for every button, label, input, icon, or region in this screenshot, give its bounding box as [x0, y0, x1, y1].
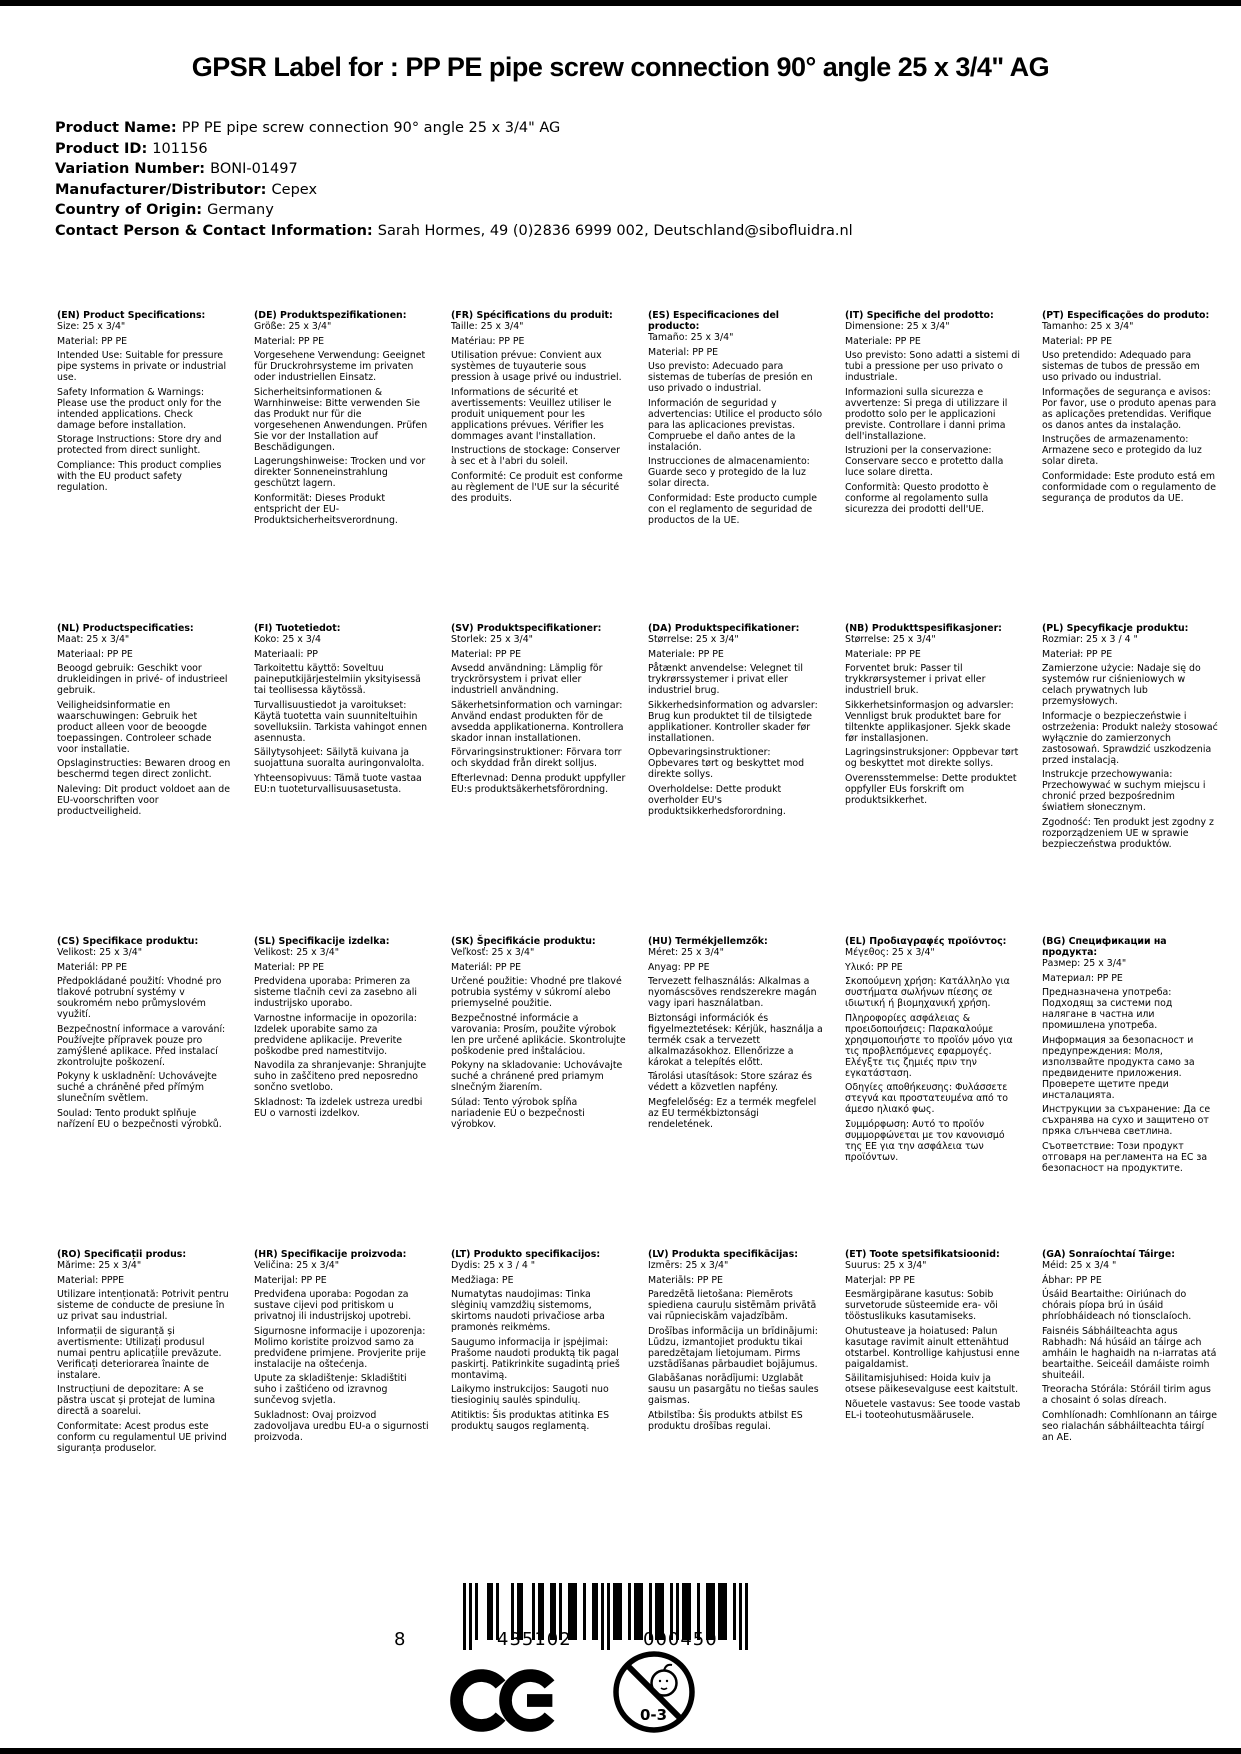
product-info-row — [55, 200, 853, 221]
spec-block-header: (FI) Tuotetiedot: — [254, 623, 341, 634]
spec-paragraph: Avsedd användning: Lämplig för tryckrörsystem i privat eller industriell användning. — [451, 663, 603, 696]
spec-block-sk — [451, 929, 648, 1242]
spec-paragraph: Upute za skladištenje: Skladištiti suho i zaštićeno od izravnog sunčevog svjetla. — [254, 1373, 407, 1406]
spec-paragraph: Forventet bruk: Passer til trykkrørsystemer i privat eller industriell bruk. — [845, 663, 986, 696]
spec-block-header: (IT) Specifiche del prodotto: — [845, 310, 994, 321]
spec-paragraph: Conformité: Ce produit est conforme au règlement de l'UE sur la sécurité des produits. — [451, 470, 623, 504]
spec-paragraph: Säkerhetsinformation och varningar: Använd endast produkten för de avsedda applikationerna. Kontrollera skador innan installationen. — [451, 699, 624, 744]
page-edge-top — [0, 0, 1241, 6]
spec-block-en — [57, 303, 254, 616]
spec-paragraph: Mărime: 25 x 3/4" — [57, 1260, 142, 1271]
barcode-digit-group: 8 — [394, 1629, 407, 1650]
spec-paragraph: Informazioni sulla sicurezza e avvertenze: Si prega di utilizzare il prodotto solo per le applicazioni previste. Controllare i danni prima dell'installazione. — [845, 386, 1008, 442]
ce-mark-icon — [450, 1668, 562, 1733]
spec-paragraph: Størrelse: 25 x 3/4" — [648, 634, 739, 645]
product-info-field-label: Product ID: — [55, 140, 153, 157]
spec-block-es — [648, 303, 845, 616]
spec-paragraph: Saugumo informacija ir įspėjimai: Prašome naudoti produktą tik pagal paskirtį. Patikrinkite sugadintą prieš montavimą. — [451, 1336, 620, 1381]
spec-paragraph: Tarkoitettu käyttö: Soveltuu paineputkijärjestelmiin yksityisessä tai teollisessa käytössä. — [254, 663, 421, 696]
spec-block-lv — [648, 1242, 845, 1555]
product-info-field-value: Cepex — [271, 181, 318, 198]
spec-paragraph: Yhteensopivuus: Tämä tuote vastaa EU:n tuoteturvallisuusasetusta. — [254, 772, 422, 795]
spec-block-header: (ES) Especificaciones del producto: — [648, 310, 780, 332]
spec-block-fr — [451, 303, 648, 616]
product-info-field-value: Germany — [207, 202, 274, 218]
page-title: GPSR Label for : PP PE pipe screw connection 90° angle 25 x 3/4" AG — [191, 52, 1050, 82]
spec-paragraph: Instrucțiuni de depozitare: A se păstra uscat și protejat de lumina directă a soarelui. — [57, 1384, 216, 1417]
spec-paragraph: Súlad: Tento výrobok spĺňa nariadenie EÚ o bezpečnosti výrobkov. — [451, 1096, 585, 1130]
spec-paragraph: Tamanho: 25 x 3/4" — [1042, 321, 1134, 332]
product-info-field-label: Contact Person & Contact Information: — [55, 222, 378, 239]
spec-paragraph: Materiał: PP PE — [1042, 648, 1113, 660]
spec-paragraph: Инструкции за съхранение: Да се съхранява на сухо и защитено от пряка слънчева светлина. — [1042, 1104, 1211, 1137]
spec-paragraph: Comhlíonadh: Comhlíonann an táirge seo rialachán sábháilteachta táirgí an AE. — [1042, 1409, 1217, 1443]
spec-block-bg — [1042, 929, 1239, 1242]
spec-paragraph: Instructions de stockage: Conserver à sec et à l'abri du soleil. — [451, 445, 620, 467]
spec-paragraph: Størrelse: 25 x 3/4" — [845, 634, 936, 645]
spec-paragraph: Förvaringsinstruktioner: Förvara torr och skyddad från direkt solljus. — [451, 747, 622, 769]
spec-paragraph: Materjal: PP PE — [845, 1274, 916, 1286]
spec-block-pl — [1042, 616, 1239, 929]
spec-block-cs — [57, 929, 254, 1242]
spec-block-sl — [254, 929, 451, 1242]
spec-paragraph: Nõuetele vastavus: See toode vastab EL-i tooteohutusmäärusele. — [845, 1398, 1021, 1421]
spec-paragraph: Съответствие: Този продукт отговаря на регламента на ЕС за безопасност на продуктите. — [1042, 1140, 1208, 1174]
spec-paragraph: Zamierzone użycie: Nadaje się do systemów rur ciśnieniowych w celach prywatnych lub przemysłowych. — [1042, 663, 1201, 707]
spec-paragraph: Glabāšanas norādījumi: Uzglabāt sausu un pasargātu no tiešas saules gaismas. — [648, 1373, 819, 1406]
spec-paragraph: Συμμόρφωση: Αυτό το προϊόν συμμορφώνεται με τον κανονισμό της ΕΕ για την ασφάλεια των προϊόντων. — [845, 1118, 1005, 1163]
spec-paragraph: Размер: 25 x 3/4" — [1042, 958, 1127, 969]
product-info-field-value: BONI-01497 — [210, 161, 298, 177]
spec-paragraph: Veiligheidsinformatie en waarschuwingen: Gebruik het product alleen voor de beoogde toepassingen. Controleer schade voor installatie. — [57, 699, 212, 755]
age-warning-0-3-icon — [612, 1650, 696, 1734]
spec-paragraph: Velikost: 25 x 3/4" — [57, 947, 143, 958]
age-restriction-label: 0-3 — [640, 1706, 668, 1724]
spec-block-nb — [845, 616, 1042, 929]
spec-paragraph: Materiale: PP PE — [845, 648, 921, 660]
spec-paragraph: Uso previsto: Adecuado para sistemas de tuberías de presión en uso privado o industrial. — [648, 361, 813, 394]
spec-block-header: (DE) Produktspezifikationen: — [254, 310, 407, 321]
spec-paragraph: Lagerungshinweise: Trocken und vor direkter Sonneneinstrahlung geschützt lagern. — [254, 456, 426, 489]
spec-block-et — [845, 1242, 1042, 1555]
spec-paragraph: Πληροφορίες ασφάλειας & προειδοποιήσεις: Παρακαλούμε χρησιμοποιήστε το προϊόν μόνο για τις προβλεπόμενες εφαρμογές. Ελέγξτε τις ζημιές πριν την εγκατάσταση. — [845, 1012, 1013, 1079]
product-info-row — [55, 118, 853, 139]
spec-paragraph: Koko: 25 x 3/4 — [254, 634, 321, 645]
spec-paragraph: Материал: PP PE — [1042, 972, 1123, 984]
product-info-row — [55, 221, 853, 242]
spec-paragraph: Οδηγίες αποθήκευσης: Φυλάσσετε στεγνά και προστατευμένα από το άμεσο ηλιακό φως. — [845, 1082, 1009, 1115]
product-info-field-value: 101156 — [152, 140, 208, 157]
spec-paragraph: Materiāls: PP PE — [648, 1274, 723, 1286]
spec-grid — [57, 303, 1239, 1555]
spec-paragraph: Pokyny k uskladnění: Uchovávejte suché a chráněné před přímým slunečním světlem. — [57, 1071, 217, 1104]
spec-paragraph: Materiaal: PP PE — [57, 648, 133, 660]
spec-paragraph: Rozmiar: 25 x 3 / 4 " — [1042, 634, 1138, 645]
product-info-row — [55, 159, 853, 180]
spec-paragraph: Opslaginstructies: Bewaren droog en beschermd tegen direct zonlicht. — [57, 758, 231, 780]
spec-paragraph: Numatytas naudojimas: Tinka slėginių vamzdžių sistemoms, skirtoms naudoti privačiose arba pramonės reikmėms. — [451, 1289, 605, 1333]
spec-paragraph: Material: PP PE — [451, 648, 522, 660]
spec-paragraph: Size: 25 x 3/4" — [57, 321, 126, 332]
product-info — [55, 118, 853, 241]
spec-paragraph: Sikkerhetsinformasjon og advarsler: Vennligst bruk produktet bare for tiltenkte applikasjoner. Sjekk skade før installasjonen. — [845, 699, 1014, 744]
spec-paragraph: Predvidena uporaba: Primeren za sisteme tlačnih cevi za zasebno ali industrijsko uporabo. — [254, 976, 417, 1009]
spec-paragraph: Méid: 25 x 3/4 " — [1042, 1260, 1117, 1271]
spec-paragraph: Soulad: Tento produkt splňuje nařízení EU o bezpečnosti výrobků. — [57, 1107, 222, 1130]
spec-paragraph: Drošības informācija un brīdinājumi: Lūdzu, izmantojiet produktu tikai paredzētajam lietojumam. Pirms uzstādīšanas pārbaudiet bojājumus. — [648, 1325, 818, 1370]
spec-paragraph: Overholdelse: Dette produkt overholder EU's produktsikkerhedsforordning. — [648, 783, 786, 817]
spec-paragraph: Atitiktis: Šis produktas atitinka ES produktų saugos reglamentą. — [451, 1409, 610, 1432]
spec-paragraph: Conformidad: Este producto cumple con el reglamento de seguridad de productos de la UE. — [648, 492, 818, 526]
spec-paragraph: Efterlevnad: Denna produkt uppfyller EU:s produktsäkerhetsförordning. — [451, 772, 626, 795]
page-edge-bottom — [0, 1748, 1241, 1754]
spec-paragraph: Treoracha Stórála: Stóráil tirim agus a chosaint ó solas díreach. — [1042, 1384, 1211, 1406]
spec-paragraph: Material: PP PE — [254, 961, 325, 973]
spec-paragraph: Úsáid Beartaithe: Oiriúnach do chórais píopa brú in úsáid phríobháideach nó tionsclaíoch. — [1042, 1289, 1192, 1322]
spec-paragraph: Zgodność: Ten produkt jest zgodny z rozporządzeniem UE w sprawie bezpieczeństwa produktów. — [1042, 816, 1214, 850]
spec-paragraph: Storlek: 25 x 3/4" — [451, 634, 533, 645]
spec-block-el — [845, 929, 1042, 1242]
spec-paragraph: Veľkosť: 25 x 3/4" — [451, 947, 535, 958]
spec-paragraph: Utilizare intenționată: Potrivit pentru sisteme de conducte de presiune în uz privat sau industrial. — [57, 1289, 229, 1322]
spec-paragraph: Sikkerhedsinformation og advarsler: Brug kun produktet til de tilsigtede applikationer. Kontroller skader før installationen. — [648, 699, 818, 744]
spec-block-lt — [451, 1242, 648, 1555]
spec-block-header: (HU) Termékjellemzők: — [648, 936, 768, 947]
spec-block-de — [254, 303, 451, 616]
spec-paragraph: Информация за безопасност и предупреждения: Моля, използвайте продукта само за предвидените приложения. Проверете щетите преди инсталацията. — [1042, 1034, 1195, 1101]
spec-block-it — [845, 303, 1042, 616]
spec-block-header: (NB) Produkttspesifikasjoner: — [845, 623, 1002, 634]
spec-paragraph: Materiál: PP PE — [451, 961, 522, 973]
spec-paragraph: Predviđena uporaba: Pogodan za sustave cijevi pod pritiskom u privatnoj ili industrijskoj upotrebi. — [254, 1289, 412, 1322]
spec-paragraph: Storage Instructions: Store dry and protected from direct sunlight. — [57, 434, 222, 456]
spec-paragraph: Méret: 25 x 3/4" — [648, 947, 724, 958]
spec-paragraph: Veličina: 25 x 3/4" — [254, 1260, 340, 1271]
spec-paragraph: Medžiaga: PE — [451, 1274, 514, 1286]
spec-paragraph: Información de seguridad y advertencias: Utilice el producto sólo para las aplicaciones previstas. Compruebe el daño antes de la instalación. — [648, 397, 823, 453]
barcode-digit-group: 435102 — [497, 1629, 572, 1650]
spec-paragraph: Tárolási utasítások: Store száraz és védett a közvetlen napfény. — [648, 1071, 813, 1093]
spec-paragraph: Materiale: PP PE — [648, 648, 724, 660]
spec-paragraph: Safety Information & Warnings: Please use the product only for the intended applications. Check damage before installation. — [57, 386, 222, 431]
spec-paragraph: Υλικό: PP PE — [845, 961, 903, 973]
spec-paragraph: Materiál: PP PE — [57, 961, 128, 973]
spec-block-ga — [1042, 1242, 1239, 1555]
spec-block-sv — [451, 616, 648, 929]
spec-paragraph: Conformidade: Este produto está em conformidade com o regulamento de segurança de produtos da UE. — [1042, 470, 1217, 504]
spec-paragraph: Suurus: 25 x 3/4" — [845, 1260, 927, 1271]
spec-paragraph: Megfelelőség: Ez a termék megfelel az EU termékbiztonsági rendeletének. — [648, 1096, 817, 1130]
product-info-row — [55, 139, 853, 160]
spec-block-ro — [57, 1242, 254, 1555]
spec-paragraph: Instruções de armazenamento: Armazene seco e protegido da luz solar direta. — [1042, 434, 1202, 467]
spec-paragraph: Compliance: This product complies with the EU product safety regulation. — [57, 459, 222, 493]
spec-block-header: (NL) Productspecificaties: — [57, 623, 194, 634]
spec-paragraph: Předpokládané použití: Vhodné pro tlakové potrubní systémy v soukromém nebo průmyslovém využití. — [57, 976, 222, 1020]
spec-paragraph: Material: PP PE — [648, 346, 719, 358]
spec-paragraph: Uso pretendido: Adequado para sistemas de tubos de pressão em uso privado ou industrial. — [1042, 350, 1200, 383]
spec-paragraph: Overensstemmelse: Dette produktet oppfyller EUs forskrift om produktsikkerhet. — [845, 772, 1017, 806]
spec-paragraph: Informações de segurança e avisos: Por favor, use o produto apenas para as aplicações pretendidas. Verifique os danos antes da instalação. — [1042, 386, 1217, 431]
spec-paragraph: Säilitamisjuhised: Hoida kuiv ja otsese päikesevalguse eest kaitstult. — [845, 1373, 1019, 1395]
spec-paragraph: Turvallisuustiedot ja varoitukset: Käytä tuotetta vain suunniteltuihin sovelluksiin. Tarkista vahingot ennen asennusta. — [254, 699, 428, 744]
spec-paragraph: Opbevaringsinstruktioner: Opbevares tørt og beskyttet mod direkte sollys. — [648, 747, 805, 780]
spec-block-header: (ET) Toote spetsifikatsioonid: — [845, 1249, 1000, 1260]
spec-block-header: (EL) Προδιαγραφές προϊόντος: — [845, 936, 1007, 947]
barcode-digit-group: 000450 — [643, 1629, 718, 1650]
spec-paragraph: Instrukcje przechowywania: Przechowywać w suchym miejscu i chronić przed bezpośrednim światłem słonecznym. — [1042, 769, 1206, 813]
spec-paragraph: Istruzioni per la conservazione: Conservare secco e protetto dalla luce solare diretta. — [845, 445, 1004, 478]
spec-paragraph: Maat: 25 x 3/4" — [57, 634, 130, 645]
spec-block-header: (BG) Спецификации на продукта: — [1042, 936, 1167, 958]
spec-paragraph: Taille: 25 x 3/4" — [451, 321, 524, 332]
spec-paragraph: Sukladnost: Ovaj proizvod zadovoljava uredbu EU-a o sigurnosti proizvoda. — [254, 1409, 429, 1443]
spec-block-header: (SL) Specifikacije izdelka: — [254, 936, 390, 947]
spec-paragraph: Eesmärgipärane kasutus: Sobib survetorude süsteemide era- või tööstuslikuks kasutamiseks. — [845, 1289, 998, 1322]
spec-paragraph: Informations de sécurité et avertissements: Veuillez utiliser le produit uniquement pour les applications prévues. Vérifier les dommages avant l'installation. — [451, 386, 612, 442]
product-info-field-label: Variation Number: — [55, 161, 211, 177]
spec-paragraph: Informacje o bezpieczeństwie i ostrzeżenia: Produkt należy stosować wyłącznie do zamierzonych zastosowań. Sprawdzić uszkodzenia przed instalacją. — [1042, 710, 1218, 766]
spec-block-header: (CS) Specifikace produktu: — [57, 936, 199, 947]
spec-block-da — [648, 616, 845, 929]
spec-paragraph: Atbilstība: Šis produkts atbilst ES produktu drošības regulai. — [648, 1409, 803, 1432]
spec-paragraph: Informații de siguranță și avertismente: Utilizați produsul numai pentru aplicațiile prevăzute. Verificați deteriorarea înainte de instalare. — [57, 1325, 222, 1381]
spec-block-header: (FR) Spécifications du produit: — [451, 310, 613, 321]
spec-paragraph: Varnostne informacije in opozorila: Izdelek uporabite samo za predvidene aplikacije. Preverite poškodbe pred namestitvijo. — [254, 1012, 417, 1057]
spec-paragraph: Určené použitie: Vhodné pre tlakové potrubia systémy v súkromí alebo priemyselné použitie. — [451, 976, 622, 1009]
spec-block-header: (SK) Špecifikácie produktu: — [451, 936, 596, 947]
spec-paragraph: Sigurnosne informacije i upozorenja: Molimo koristite proizvod samo za predviđene primjene. Provjerite prije instalacije na oštećenja. — [254, 1325, 426, 1370]
spec-paragraph: Matériau: PP PE — [451, 335, 525, 347]
spec-paragraph: Σκοπούμενη χρήση: Κατάλληλο για συστήματα σωλήνων πίεσης σε ιδιωτική ή βιομηχανική χρήση. — [845, 976, 1010, 1009]
spec-paragraph: Paredzētā lietošana: Piemērots spiediena cauruļu sistēmām privātā vai rūpnieciskām vajadzībām. — [648, 1289, 817, 1322]
spec-paragraph: Konformität: Dieses Produkt entspricht der EU-Produktsicherheitsverordnung. — [254, 492, 398, 526]
spec-block-header: (RO) Specificații produs: — [57, 1249, 187, 1260]
spec-paragraph: Conformitate: Acest produs este conform cu regulamentul UE privind siguranța produselor. — [57, 1420, 227, 1454]
spec-paragraph: Instrucciones de almacenamiento: Guarde seco y protegido de la luz solar directa. — [648, 456, 810, 489]
spec-paragraph: Ohutusteave ja hoiatused: Palun kasutage ravimit ainult ettenähtud otstarbel. Kontrollige kahjustusi enne paigaldamist. — [845, 1325, 1020, 1370]
product-info-field-value: PP PE pipe screw connection 90° angle 25 x 3/4" AG — [181, 120, 561, 136]
spec-paragraph: Material: PP PE — [1042, 335, 1113, 347]
spec-paragraph: Intended Use: Suitable for pressure pipe systems in private or industrial use. — [57, 350, 227, 383]
spec-paragraph: Bezpečnostní informace a varování: Používejte přípravek pouze pro zamýšlené aplikace. Před instalací zkontrolujte poškození. — [57, 1023, 226, 1068]
spec-paragraph: Faisnéis Sábháilteachta agus Rabhadh: Ná húsáid an táirge ach amháin le haghaidh na n-iarratas atá beartaithe. Seiceáil damáiste roimh shuiteáil. — [1042, 1325, 1217, 1381]
spec-paragraph: Velikost: 25 x 3/4" — [254, 947, 340, 958]
spec-paragraph: Påtænkt anvendelse: Velegnet til trykrørssystemer i privat eller industriel brug. — [648, 663, 803, 696]
spec-paragraph: Laikymo instrukcijos: Saugoti nuo tiesioginių saulės spindulių. — [451, 1384, 609, 1406]
spec-block-header: (PL) Specyfikacje produktu: — [1042, 623, 1189, 634]
product-info-field-label: Manufacturer/Distributor: — [55, 181, 272, 198]
spec-paragraph: Tervezett felhasználás: Alkalmas a nyomáscsöves rendszerekre magán vagy ipari használatban. — [648, 976, 817, 1009]
spec-block-header: (PT) Especificações do produto: — [1042, 310, 1210, 321]
spec-block-header: (SV) Produktspecifikationer: — [451, 623, 602, 634]
spec-block-header: (DA) Produktspecifikationer: — [648, 623, 800, 634]
spec-paragraph: Utilisation prévue: Convient aux systèmes de tuyauterie sous pression à usage privé ou industriel. — [451, 350, 622, 383]
spec-paragraph: Vorgesehene Verwendung: Geeignet für Druckrohrsysteme im privaten oder industriellen Einsatz. — [254, 350, 426, 383]
spec-paragraph: Säilytysohjeet: Säilytä kuivana ja suojattuna suoralta auringonvalolta. — [254, 747, 425, 769]
spec-paragraph: Lagringsinstruksjoner: Oppbevar tørt og beskyttet mot direkte sollys. — [845, 747, 1019, 769]
spec-paragraph: Conformità: Questo prodotto è conforme al regolamento sulla sicurezza dei prodotti dell'UE. — [845, 481, 989, 515]
spec-paragraph: Pokyny na skladovanie: Uchovávajte suché a chránené pred priamym slnečným žiarením. — [451, 1060, 623, 1093]
spec-block-fi — [254, 616, 451, 929]
spec-paragraph: Anyag: PP PE — [648, 961, 710, 973]
spec-block-header: (HR) Specifikacije proizvoda: — [254, 1249, 407, 1260]
product-info-field-value: Sarah Hormes, 49 (0)2836 6999 002, Deutschland@sibofluidra.nl — [377, 222, 853, 239]
spec-paragraph: Uso previsto: Sono adatti a sistemi di tubi a pressione per uso privato o industriale. — [845, 350, 1020, 383]
spec-paragraph: Dydis: 25 x 3 / 4 " — [451, 1260, 536, 1271]
product-info-row — [55, 180, 853, 201]
spec-paragraph: Sicherheitsinformationen & Warnhinweise: Bitte verwenden Sie das Produkt nur für die vorgesehenen Anwendungen. Prüfen Sie vor der Installation auf Beschädigungen. — [254, 386, 428, 453]
product-info-field-label: Country of Origin: — [55, 202, 208, 218]
spec-paragraph: Material: PP PE — [254, 335, 325, 347]
spec-block-header: (LT) Produkto specifikacijos: — [451, 1249, 601, 1260]
spec-paragraph: Materijal: PP PE — [254, 1274, 327, 1286]
spec-block-header: (GA) Sonraíochtaí Táirge: — [1042, 1249, 1175, 1260]
spec-paragraph: Beoogd gebruik: Geschikt voor drukleidingen in privé- of industrieel gebruik. — [57, 663, 228, 696]
product-info-field-label: Product Name: — [55, 120, 182, 136]
spec-block-hr — [254, 1242, 451, 1555]
spec-paragraph: Naleving: Dit product voldoet aan de EU-voorschriften voor productveiligheid. — [57, 783, 230, 817]
spec-block-hu — [648, 929, 845, 1242]
spec-paragraph: Navodila za shranjevanje: Shranjujte suho in zaščiteno pred neposredno sončno svetlobo. — [254, 1060, 427, 1093]
spec-paragraph: Skladnost: Ta izdelek ustreza uredbi EU o varnosti izdelkov. — [254, 1096, 423, 1119]
spec-block-pt — [1042, 303, 1239, 616]
spec-paragraph: Dimensione: 25 x 3/4" — [845, 321, 950, 332]
spec-paragraph: Ábhar: PP PE — [1042, 1274, 1102, 1286]
spec-paragraph: Bezpečnostné informácie a varovania: Prosím, použite výrobok len pre určené aplikácie. Skontrolujte poškodenie pred inštaláciou. — [451, 1012, 626, 1057]
spec-paragraph: Materiale: PP PE — [845, 335, 921, 347]
spec-block-header: (LV) Produkta specifikācijas: — [648, 1249, 798, 1260]
spec-paragraph: Größe: 25 x 3/4" — [254, 321, 332, 332]
spec-paragraph: Izmērs: 25 x 3/4" — [648, 1260, 729, 1271]
spec-paragraph: Material: PP PE — [57, 335, 128, 347]
spec-paragraph: Biztonsági információk és figyelmeztetések: Kérjük, használja a termék csak a tervezett alkalmazásokhoz. Ellenőrizze a károkat a telepítés előtt. — [648, 1012, 823, 1068]
spec-block-nl — [57, 616, 254, 929]
spec-paragraph: Material: PPPE — [57, 1274, 125, 1286]
spec-block-header: (EN) Product Specifications: — [57, 310, 206, 321]
spec-paragraph: Предназначена употреба: Подходящ за системи под налягане в частна или промишлена употреба. — [1042, 987, 1173, 1031]
spec-paragraph: Tamaño: 25 x 3/4" — [648, 332, 734, 343]
spec-paragraph: Μέγεθος: 25 x 3/4" — [845, 947, 935, 958]
spec-paragraph: Materiaali: PP — [254, 648, 318, 660]
